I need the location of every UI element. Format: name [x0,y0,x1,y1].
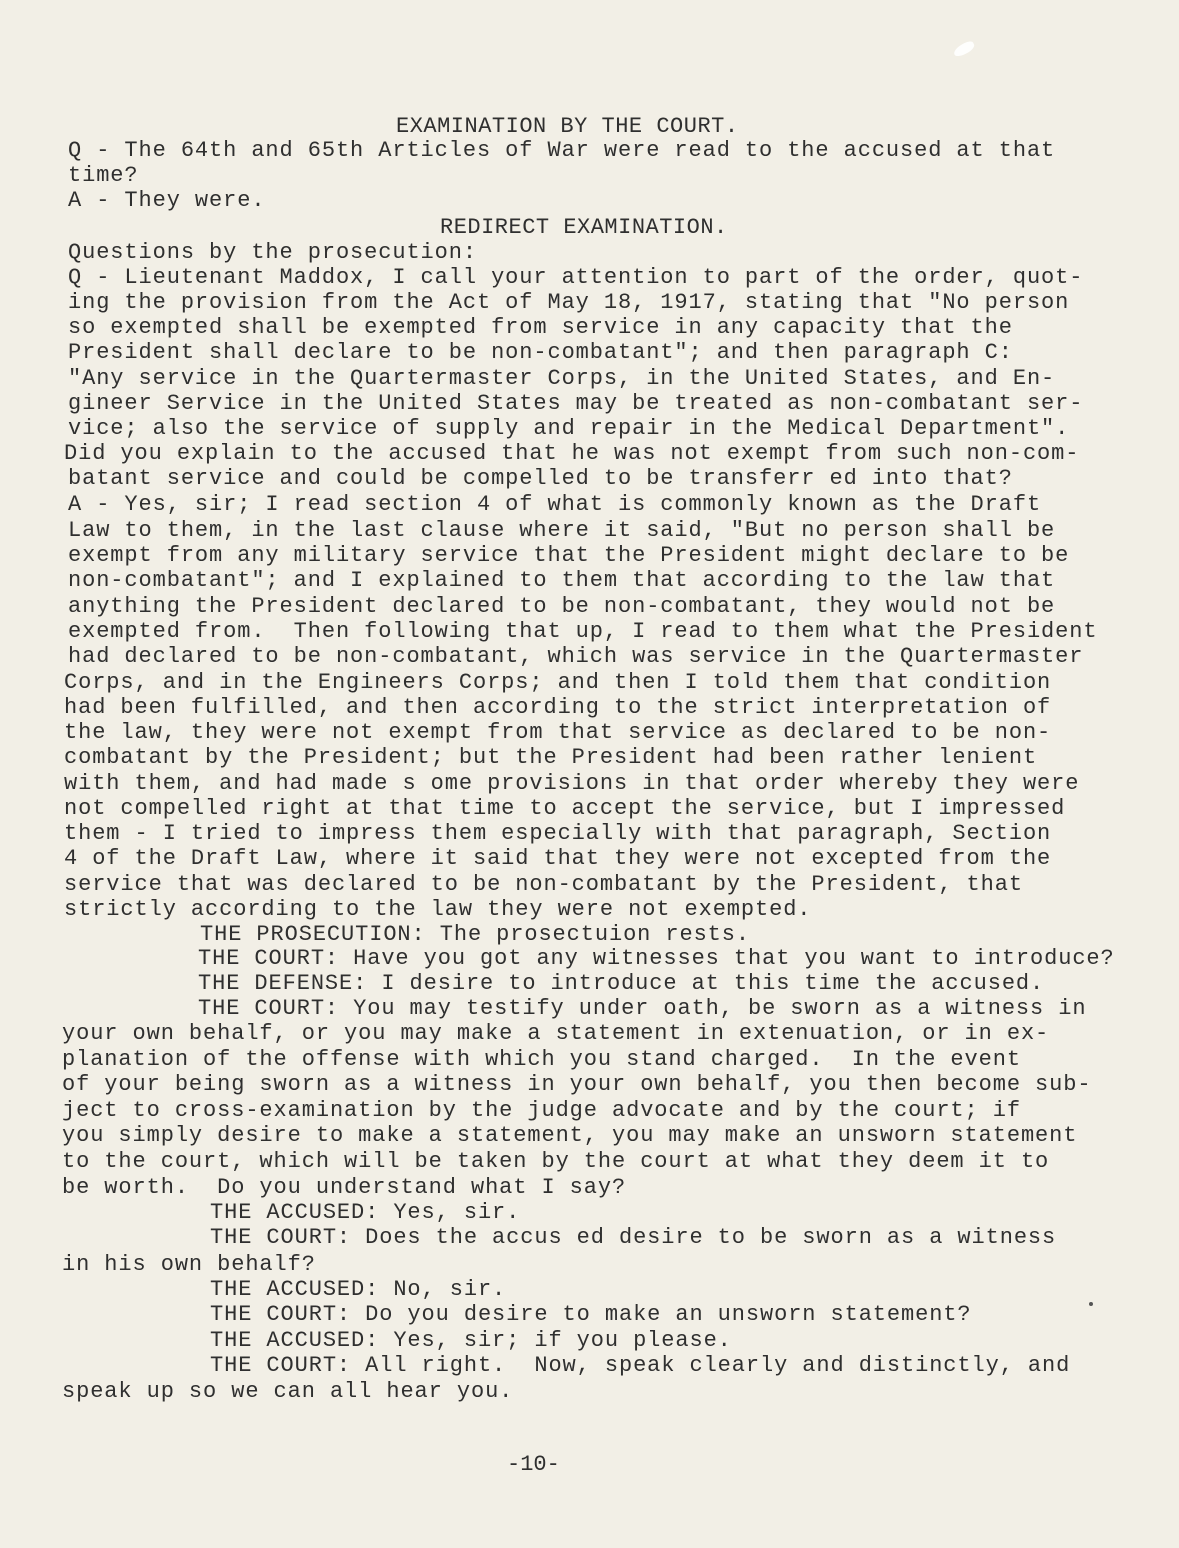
text-line: Corps, and in the Engineers Corps; and then I told them that condition [64,670,1052,695]
text-line-indented: THE ACCUSED: Yes, sir; if you please. [210,1328,732,1353]
text-line-indented: THE PROSECUTION: The prosectuion rests. [200,922,750,947]
text-line: gineer Service in the United States may be treated as non-combatant ser- [68,391,1084,416]
text-line: in his own behalf? [62,1252,316,1277]
text-line: Q - Lieutenant Maddox, I call your attention to part of the order, quot- [68,265,1084,290]
heading-examination-by-court: EXAMINATION BY THE COURT. [396,114,739,139]
paper-blemish [952,39,976,58]
text-line: with them, and had made s ome provisions in that order whereby they were [64,771,1080,796]
text-line: batant service and could be compelled to be transferr ed into that? [68,466,1013,491]
text-line: Did you explain to the accused that he was not exempt from such non-com- [64,441,1080,466]
text-line: so exempted shall be exempted from service in any capacity that the [68,315,1013,340]
text-line-indented: THE COURT: You may testify under oath, be sworn as a witness in [198,996,1087,1021]
text-line: service that was declared to be non-combatant by the President, that [64,872,1023,897]
heading-redirect-examination: REDIRECT EXAMINATION. [440,215,728,240]
text-line-indented: THE COURT: Have you got any witnesses that you want to introduce? [198,946,1115,971]
text-line: ject to cross-examination by the judge advocate and by the court; if [62,1098,1021,1123]
text-line-indented: THE COURT: All right. Now, speak clearly and distinctly, and [210,1353,1071,1378]
text-line: A - They were. [68,188,266,213]
text-line: non-combatant"; and I explained to them that according to the law that [68,568,1056,593]
text-line: strictly according to the law they were not exempted. [64,897,812,922]
text-line: Law to them, in the last clause where it said, "But no person shall be [68,518,1056,543]
text-line-indented: THE DEFENSE: I desire to introduce at this time the accused. [198,971,1045,996]
ink-speck [1089,1302,1093,1306]
text-line: of your being sworn as a witness in your own behalf, you then become sub- [62,1072,1092,1097]
text-line: planation of the offense with which you stand charged. In the event [62,1047,1021,1072]
text-line: to the court, which will be taken by the court at what they deem it to [62,1149,1050,1174]
text-line-indented: THE ACCUSED: Yes, sir. [210,1200,521,1225]
text-line: Q - The 64th and 65th Articles of War were read to the accused at that [68,138,1056,163]
text-line: ing the provision from the Act of May 18, 1917, stating that "No person [68,290,1070,315]
text-line: them - I tried to impress them especially with that paragraph, Section [64,821,1052,846]
text-line: be worth. Do you understand what I say? [62,1175,627,1200]
text-line: had been fulfilled, and then according to the strict interpretation of [64,695,1052,720]
text-line: time? [68,163,139,188]
text-line: 4 of the Draft Law, where it said that they were not excepted from the [64,846,1052,871]
text-line: Questions by the prosecution: [68,240,477,265]
text-line: anything the President declared to be non-combatant, they would not be [68,594,1056,619]
text-line-indented: THE COURT: Do you desire to make an unsworn statement? [210,1302,972,1327]
text-line: speak up so we can all hear you. [62,1379,514,1404]
text-line: exempted from. Then following that up, I read to them what the President [68,619,1098,644]
text-line: had declared to be non-combatant, which was service in the Quartermaster [68,644,1084,669]
text-line: not compelled right at that time to accept the service, but I impressed [64,796,1066,821]
text-line-indented: THE ACCUSED: No, sir. [210,1277,507,1302]
text-line: "Any service in the Quartermaster Corps, in the United States, and En- [68,366,1056,391]
text-line: your own behalf, or you may make a statement in extenuation, or in ex- [62,1021,1050,1046]
text-line-indented: THE COURT: Does the accus ed desire to be sworn as a witness [210,1225,1057,1250]
text-line: President shall declare to be non-combatant"; and then paragraph C: [68,340,1013,365]
text-line: exempt from any military service that the President might declare to be [68,543,1070,568]
text-line: vice; also the service of supply and repair in the Medical Department". [68,416,1070,441]
text-line: A - Yes, sir; I read section 4 of what is commonly known as the Draft [68,492,1042,517]
text-line: you simply desire to make a statement, you may make an unsworn statement [62,1123,1078,1148]
text-line: combatant by the President; but the President had been rather lenient [64,745,1038,770]
text-line: the law, they were not exempt from that service as declared to be non- [64,720,1052,745]
page-number: -10- [507,1452,560,1477]
